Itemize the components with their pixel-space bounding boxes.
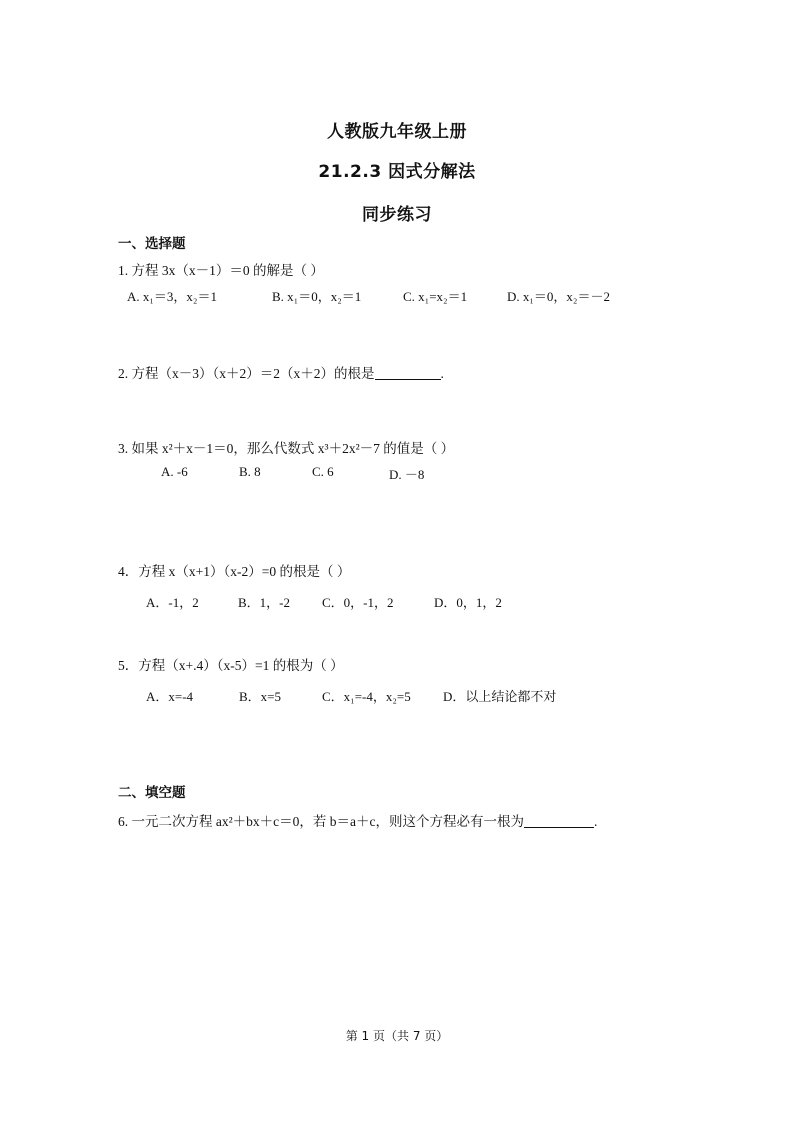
question-6-answer-blank[interactable] xyxy=(524,815,594,828)
question-2-end: . xyxy=(440,366,444,381)
question-3-option-a: A. -6 xyxy=(161,464,188,479)
question-5-option-b: B．x=5 xyxy=(239,689,282,704)
question-2-stem: 2. 方程（x－3）（x＋2）＝2（x＋2）的根是 xyxy=(118,366,375,381)
question-5-option-d: D．以上结论都不对 xyxy=(443,689,557,704)
question-3-option-b: B. 8 xyxy=(239,464,261,479)
question-2 xyxy=(118,362,444,382)
title-lesson: 21.2.3 因式分解法 xyxy=(318,162,476,182)
question-5-option-c: C．x₁=-4，x₂=5 xyxy=(322,689,411,704)
page-footer: 第 1 页（共 7 页） xyxy=(345,1029,449,1043)
question-3-option-d: D. －8 xyxy=(389,467,425,482)
question-3-option-c: C. 6 xyxy=(312,464,334,479)
question-1-option-a: A. x₁＝3，x₂＝1 xyxy=(127,289,217,304)
title-practice: 同步练习 xyxy=(362,205,432,225)
question-1-option-b: B. x₁＝0，x₂＝1 xyxy=(272,289,362,304)
question-6 xyxy=(118,810,597,830)
question-4-option-a: A．-1，2 xyxy=(146,595,199,610)
question-6-end: . xyxy=(594,814,598,829)
question-1-stem: 1. 方程 3x（x－1）＝0 的解是（ ） xyxy=(118,263,324,278)
question-4-option-d: D．0，1，2 xyxy=(434,595,502,610)
question-6-stem: 6. 一元二次方程 ax²＋bx＋c＝0，若 b＝a＋c，则这个方程必有一根为 xyxy=(118,814,525,829)
question-4-option-b: B．1，-2 xyxy=(238,595,291,610)
section-fill-heading: 二、填空题 xyxy=(118,785,186,801)
question-1-option-c: C. x₁=x₂＝1 xyxy=(403,289,468,304)
title-grade: 人教版九年级上册 xyxy=(327,122,467,142)
question-4-stem: 4．方程 x（x+1）（x-2）=0 的根是（ ） xyxy=(118,564,351,579)
question-4-option-c: C．0，-1，2 xyxy=(322,595,394,610)
question-3-stem: 3. 如果 x²＋x－1＝0，那么代数式 x³＋2x²－7 的值是（ ） xyxy=(118,441,455,456)
question-2-answer-blank[interactable] xyxy=(375,367,441,380)
question-1-option-d: D. x₁＝0，x₂＝－2 xyxy=(507,289,610,304)
question-5-stem: 5．方程（x+.4）（x-5）=1 的根为（ ） xyxy=(118,658,344,673)
question-5-option-a: A．x=-4 xyxy=(146,689,194,704)
section-choice-heading: 一、选择题 xyxy=(118,236,186,252)
